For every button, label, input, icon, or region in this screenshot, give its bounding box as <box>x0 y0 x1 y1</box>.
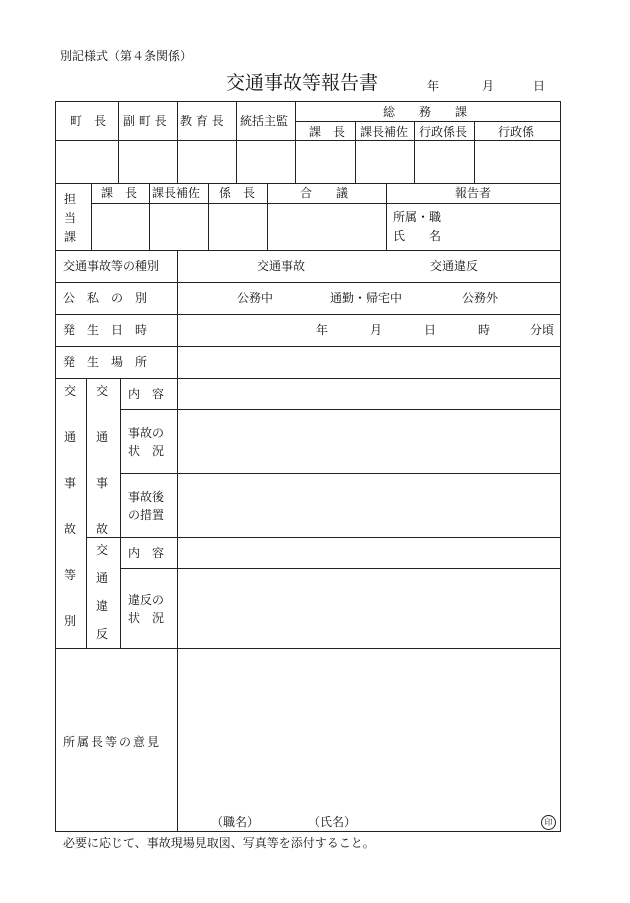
dept-chief-label: 課 長 <box>101 186 138 200</box>
accident-measures-label-2: の措置 <box>128 508 165 522</box>
assistant-chief-stamp-box[interactable] <box>356 141 414 183</box>
category-char: 事 <box>64 476 77 490</box>
dt-hour-label: 時 <box>478 323 491 337</box>
duty-status-label: 公 私 の 別 <box>63 291 148 305</box>
category-char: 等 <box>64 568 77 582</box>
responsible-dept-char: 担 <box>64 192 77 206</box>
accident-char: 事 <box>96 476 109 490</box>
accident-char: 通 <box>96 430 109 444</box>
category-label <box>64 385 76 627</box>
violation-char: 通 <box>96 571 109 585</box>
deputy-mayor-label: 副 町 長 <box>123 114 167 128</box>
responsible-dept-char: 課 <box>64 230 77 244</box>
responsible-dept-char: 当 <box>64 211 77 225</box>
section-chief-stamp-box[interactable] <box>296 141 355 183</box>
admin-head-label: 行政係長 <box>419 125 468 139</box>
violation-situation-field[interactable] <box>178 569 560 648</box>
grid-line <box>120 378 121 648</box>
grid-line <box>295 121 560 122</box>
option-off-duty[interactable]: 公務外 <box>462 291 499 305</box>
dept-chief-stamp-box[interactable] <box>92 204 149 250</box>
grid-line <box>55 282 560 283</box>
reporter-affiliation-label: 所属・職 <box>393 210 442 224</box>
admin-staff-label: 行政係 <box>498 125 535 139</box>
occurrence-place-label: 発 生 場 所 <box>63 355 148 369</box>
accident-content-field[interactable] <box>178 379 560 409</box>
grid-line <box>86 378 87 648</box>
violation-situation-label-1: 違反の <box>128 593 165 607</box>
seal-icon: 印 <box>541 815 556 830</box>
category-char: 別 <box>64 614 77 628</box>
supervisor-opinion-field[interactable] <box>178 649 560 809</box>
traffic-accident-label <box>96 385 108 535</box>
reporter-input-area[interactable] <box>450 204 558 250</box>
category-char: 交 <box>64 384 77 398</box>
dept-staff-head-label: 係 長 <box>219 186 256 200</box>
opinion-name-label: （氏名） <box>308 815 357 829</box>
grid-line <box>386 183 387 250</box>
incident-type-label: 交通事故等の種別 <box>63 259 160 273</box>
table-border-top <box>55 101 561 102</box>
accident-situation-field[interactable] <box>178 410 560 473</box>
dt-day-label: 日 <box>424 323 437 337</box>
accident-char: 交 <box>96 384 109 398</box>
accident-situation-label-1: 事故の <box>128 426 165 440</box>
grid-line <box>55 314 560 315</box>
general-affairs-label: 総 務 課 <box>383 105 468 119</box>
director-stamp-box[interactable] <box>237 141 295 183</box>
director-label: 統括主監 <box>240 114 289 128</box>
consultation-stamp-box[interactable] <box>268 204 386 250</box>
table-border-bottom <box>55 831 561 832</box>
header-year-label: 年 <box>427 79 440 93</box>
assistant-chief-label: 課長補佐 <box>360 125 409 139</box>
responsible-dept-label <box>64 193 76 243</box>
option-on-duty[interactable]: 公務中 <box>237 291 274 305</box>
accident-measures-field[interactable] <box>178 474 560 537</box>
accident-content-label: 内 容 <box>128 387 165 401</box>
violation-situation-label-2: 状 況 <box>128 611 165 625</box>
form-reference: 別記様式（第４条関係） <box>60 49 193 63</box>
consultation-label: 合 議 <box>300 186 349 200</box>
violation-char: 違 <box>96 599 109 613</box>
reporter-name-label: 氏 名 <box>393 229 442 243</box>
occurrence-place-field[interactable] <box>178 347 560 378</box>
occurrence-datetime-label: 発 生 日 時 <box>63 323 148 337</box>
option-traffic-violation[interactable]: 交通違反 <box>430 259 479 273</box>
opinion-title-label: （職名） <box>211 815 260 829</box>
option-traffic-accident[interactable]: 交通事故 <box>257 259 306 273</box>
section-chief-label: 課 長 <box>309 125 346 139</box>
dt-month-label: 月 <box>370 323 383 337</box>
category-char: 故 <box>64 522 77 536</box>
accident-char: 故 <box>96 522 109 536</box>
mayor-stamp-box[interactable] <box>56 141 118 183</box>
category-char: 通 <box>64 430 77 444</box>
grid-line <box>55 250 560 251</box>
dept-assistant-stamp-box[interactable] <box>150 204 208 250</box>
admin-staff-stamp-box[interactable] <box>475 141 560 183</box>
dt-year-label: 年 <box>316 323 329 337</box>
violation-char: 反 <box>96 627 109 641</box>
superintendent-label: 教 育 長 <box>180 114 224 128</box>
accident-measures-label-1: 事故後 <box>128 490 165 504</box>
dept-staff-head-stamp-box[interactable] <box>209 204 267 250</box>
option-commuting[interactable]: 通勤・帰宅中 <box>330 291 403 305</box>
violation-content-field[interactable] <box>178 538 560 568</box>
dt-minute-label: 分頃 <box>530 323 555 337</box>
grid-line <box>55 183 560 184</box>
supervisor-opinion-label: 所属長等の意見 <box>63 735 162 749</box>
table-border-left <box>55 101 56 832</box>
header-month-label: 月 <box>482 79 495 93</box>
deputy-mayor-stamp-box[interactable] <box>119 141 177 183</box>
footer-note: 必要に応じて、事故現場見取図、写真等を添付すること。 <box>63 836 375 850</box>
document-title: 交通事故等報告書 <box>226 72 379 94</box>
mayor-label: 町 長 <box>70 114 107 128</box>
violation-content-label: 内 容 <box>128 546 165 560</box>
violation-char: 交 <box>96 543 109 557</box>
accident-situation-label-2: 状 況 <box>128 444 165 458</box>
reporter-label: 報告者 <box>455 186 492 200</box>
traffic-violation-label <box>96 544 108 640</box>
superintendent-stamp-box[interactable] <box>178 141 236 183</box>
admin-head-stamp-box[interactable] <box>415 141 474 183</box>
dept-assistant-label: 課長補佐 <box>152 186 201 200</box>
table-border-right <box>560 101 561 832</box>
header-day-label: 日 <box>533 79 546 93</box>
